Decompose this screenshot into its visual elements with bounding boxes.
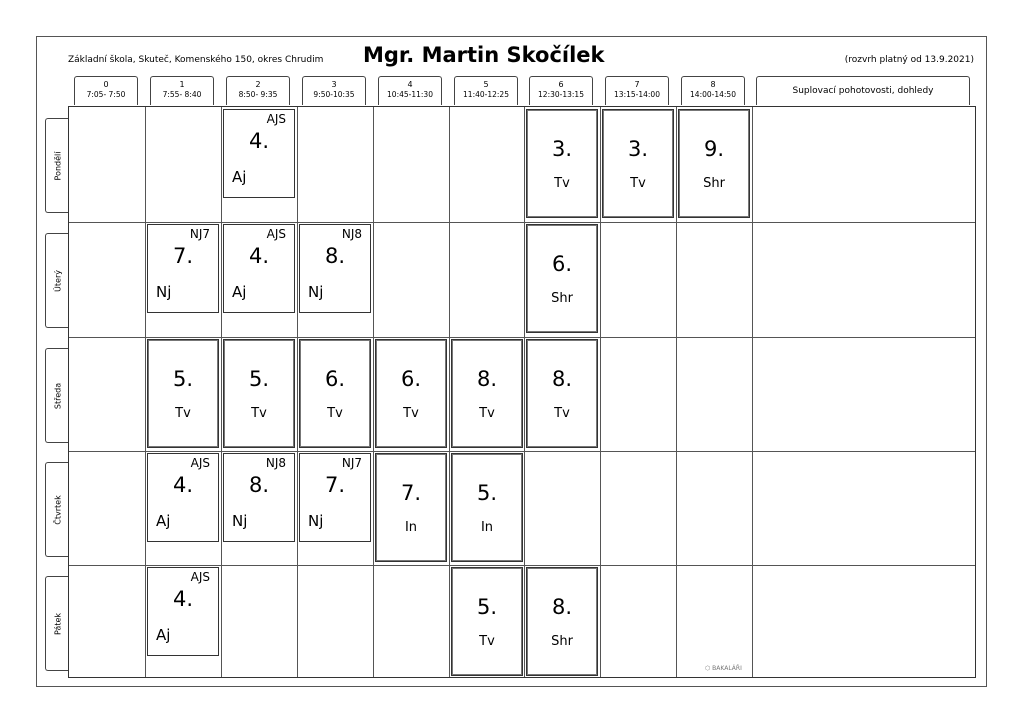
period-number: 8 bbox=[710, 80, 716, 89]
period-time: 11:40-12:25 bbox=[463, 90, 509, 99]
day-tab-1 bbox=[45, 233, 69, 328]
grid-column-divider bbox=[524, 107, 525, 677]
school-name: Základní škola, Skuteč, Komenského 150, okres Chrudim bbox=[68, 55, 324, 65]
day-label: Pondělí bbox=[53, 151, 62, 180]
lesson-subject: In bbox=[404, 520, 418, 535]
lesson-cell[interactable] bbox=[223, 224, 295, 313]
lesson-subject: Nj bbox=[232, 512, 248, 530]
grid-row-divider bbox=[69, 222, 975, 223]
lesson-cell[interactable] bbox=[147, 339, 219, 448]
day-label: Pátek bbox=[53, 612, 62, 635]
lesson-class: 8. bbox=[248, 473, 270, 497]
period-header-7 bbox=[605, 76, 669, 105]
period-header-6 bbox=[529, 76, 593, 105]
lesson-class: 3. bbox=[551, 137, 573, 161]
lesson-class: 7. bbox=[400, 481, 422, 505]
lesson-class: 8. bbox=[551, 595, 573, 619]
lesson-class: 4. bbox=[172, 473, 194, 497]
day-tab-4 bbox=[45, 576, 69, 671]
lesson-class: 4. bbox=[172, 587, 194, 611]
grid-column-divider bbox=[676, 107, 677, 677]
lesson-cell[interactable] bbox=[526, 339, 598, 448]
period-number: 5 bbox=[483, 80, 489, 89]
grid-column-divider bbox=[297, 107, 298, 677]
lesson-group: NJ8 bbox=[265, 456, 286, 470]
lesson-class: 4. bbox=[248, 129, 270, 153]
duty-header: Suplovací pohotovosti, dohledy bbox=[756, 76, 970, 105]
period-number: 6 bbox=[558, 80, 564, 89]
lesson-subject: Tv bbox=[554, 406, 570, 421]
lesson-cell[interactable] bbox=[223, 109, 295, 198]
lesson-subject: Tv bbox=[175, 406, 191, 421]
lesson-class: 5. bbox=[476, 595, 498, 619]
lesson-cell[interactable] bbox=[678, 109, 750, 218]
lesson-class: 5. bbox=[248, 367, 270, 391]
lesson-subject: Tv bbox=[630, 176, 646, 191]
period-number: 0 bbox=[103, 80, 109, 89]
lesson-class: 6. bbox=[400, 367, 422, 391]
period-number: 4 bbox=[407, 80, 413, 89]
period-header-3 bbox=[302, 76, 366, 105]
lesson-cell[interactable] bbox=[223, 453, 295, 542]
lesson-cell[interactable] bbox=[526, 109, 598, 218]
lesson-subject: Tv bbox=[479, 406, 495, 421]
lesson-cell[interactable] bbox=[451, 339, 523, 448]
grid-row-divider bbox=[69, 337, 975, 338]
lesson-cell[interactable] bbox=[299, 224, 371, 313]
lesson-class: 4. bbox=[248, 244, 270, 268]
lesson-class: 5. bbox=[172, 367, 194, 391]
lesson-class: 7. bbox=[172, 244, 194, 268]
lesson-class: 3. bbox=[627, 137, 649, 161]
period-time: 14:00-14:50 bbox=[690, 90, 736, 99]
lesson-cell[interactable] bbox=[526, 224, 598, 333]
lesson-subject: Tv bbox=[403, 406, 419, 421]
lesson-class: 9. bbox=[703, 137, 725, 161]
period-time: 7:55- 8:40 bbox=[162, 90, 202, 99]
grid-row-divider bbox=[69, 451, 975, 452]
timetable-grid bbox=[68, 106, 976, 678]
lesson-cell[interactable] bbox=[602, 109, 674, 218]
lesson-subject: Tv bbox=[251, 406, 267, 421]
period-header-1 bbox=[150, 76, 214, 105]
lesson-subject: Aj bbox=[232, 168, 247, 186]
bakalari-logo-icon: ⬡ bbox=[705, 665, 711, 672]
lesson-cell[interactable] bbox=[223, 339, 295, 448]
period-header-8 bbox=[681, 76, 745, 105]
lesson-subject: Aj bbox=[156, 626, 171, 644]
lesson-class: 8. bbox=[324, 244, 346, 268]
period-number: 2 bbox=[255, 80, 261, 89]
lesson-subject: Nj bbox=[156, 283, 172, 301]
lesson-class: 6. bbox=[551, 252, 573, 276]
lesson-subject: Tv bbox=[479, 634, 495, 649]
period-time: 9:50-10:35 bbox=[313, 90, 355, 99]
lesson-cell[interactable] bbox=[299, 453, 371, 542]
lesson-cell[interactable] bbox=[375, 453, 447, 562]
lesson-group: NJ7 bbox=[189, 227, 210, 241]
lesson-class: 6. bbox=[324, 367, 346, 391]
period-number: 1 bbox=[179, 80, 185, 89]
lesson-subject: Tv bbox=[327, 406, 343, 421]
lesson-cell[interactable] bbox=[375, 339, 447, 448]
lesson-class: 7. bbox=[324, 473, 346, 497]
day-label: Čtvrtek bbox=[53, 494, 62, 525]
day-label: Středa bbox=[53, 382, 62, 409]
lesson-subject: Tv bbox=[554, 176, 570, 191]
grid-column-divider bbox=[145, 107, 146, 677]
lesson-cell[interactable] bbox=[526, 567, 598, 676]
period-time: 7:05- 7:50 bbox=[86, 90, 126, 99]
period-number: 3 bbox=[331, 80, 337, 89]
grid-column-divider bbox=[449, 107, 450, 677]
lesson-group: AJS bbox=[266, 227, 286, 241]
lesson-subject: Shr bbox=[703, 176, 725, 191]
lesson-group: AJS bbox=[190, 456, 210, 470]
period-number: 7 bbox=[634, 80, 640, 89]
lesson-cell[interactable] bbox=[299, 339, 371, 448]
lesson-group: NJ8 bbox=[341, 227, 362, 241]
period-time: 10:45-11:30 bbox=[387, 90, 433, 99]
lesson-subject: In bbox=[480, 520, 494, 535]
day-tab-3 bbox=[45, 462, 69, 557]
grid-column-divider bbox=[752, 107, 753, 677]
period-time: 8:50- 9:35 bbox=[238, 90, 278, 99]
period-time: 13:15-14:00 bbox=[614, 90, 660, 99]
teacher-name: Mgr. Martin Skočílek bbox=[363, 43, 605, 67]
grid-column-divider bbox=[600, 107, 601, 677]
lesson-subject: Shr bbox=[551, 291, 573, 306]
lesson-subject: Shr bbox=[551, 634, 573, 649]
lesson-subject: Nj bbox=[308, 512, 324, 530]
lesson-group: AJS bbox=[266, 112, 286, 126]
lesson-class: 5. bbox=[476, 481, 498, 505]
day-tab-0 bbox=[45, 118, 69, 213]
lesson-cell[interactable] bbox=[147, 567, 219, 656]
bakalari-brand bbox=[705, 665, 742, 672]
lesson-subject: Aj bbox=[232, 283, 247, 301]
period-time: 12:30-13:15 bbox=[538, 90, 584, 99]
day-tab-2 bbox=[45, 348, 69, 443]
lesson-cell[interactable] bbox=[147, 453, 219, 542]
validity-note: (rozvrh platný od 13.9.2021) bbox=[844, 55, 974, 65]
lesson-group: NJ7 bbox=[341, 456, 362, 470]
day-label: Úterý bbox=[53, 269, 62, 292]
grid-column-divider bbox=[373, 107, 374, 677]
lesson-cell[interactable] bbox=[147, 224, 219, 313]
lesson-subject: Aj bbox=[156, 512, 171, 530]
period-header-5 bbox=[454, 76, 518, 105]
bakalari-label: BAKALÁŘI bbox=[712, 665, 742, 672]
period-header-0 bbox=[74, 76, 138, 105]
grid-column-divider bbox=[221, 107, 222, 677]
grid-row-divider bbox=[69, 565, 975, 566]
lesson-class: 8. bbox=[551, 367, 573, 391]
period-header-4 bbox=[378, 76, 442, 105]
lesson-cell[interactable] bbox=[451, 453, 523, 562]
lesson-class: 8. bbox=[476, 367, 498, 391]
lesson-subject: Nj bbox=[308, 283, 324, 301]
period-header-2 bbox=[226, 76, 290, 105]
lesson-group: AJS bbox=[190, 570, 210, 584]
lesson-cell[interactable] bbox=[451, 567, 523, 676]
